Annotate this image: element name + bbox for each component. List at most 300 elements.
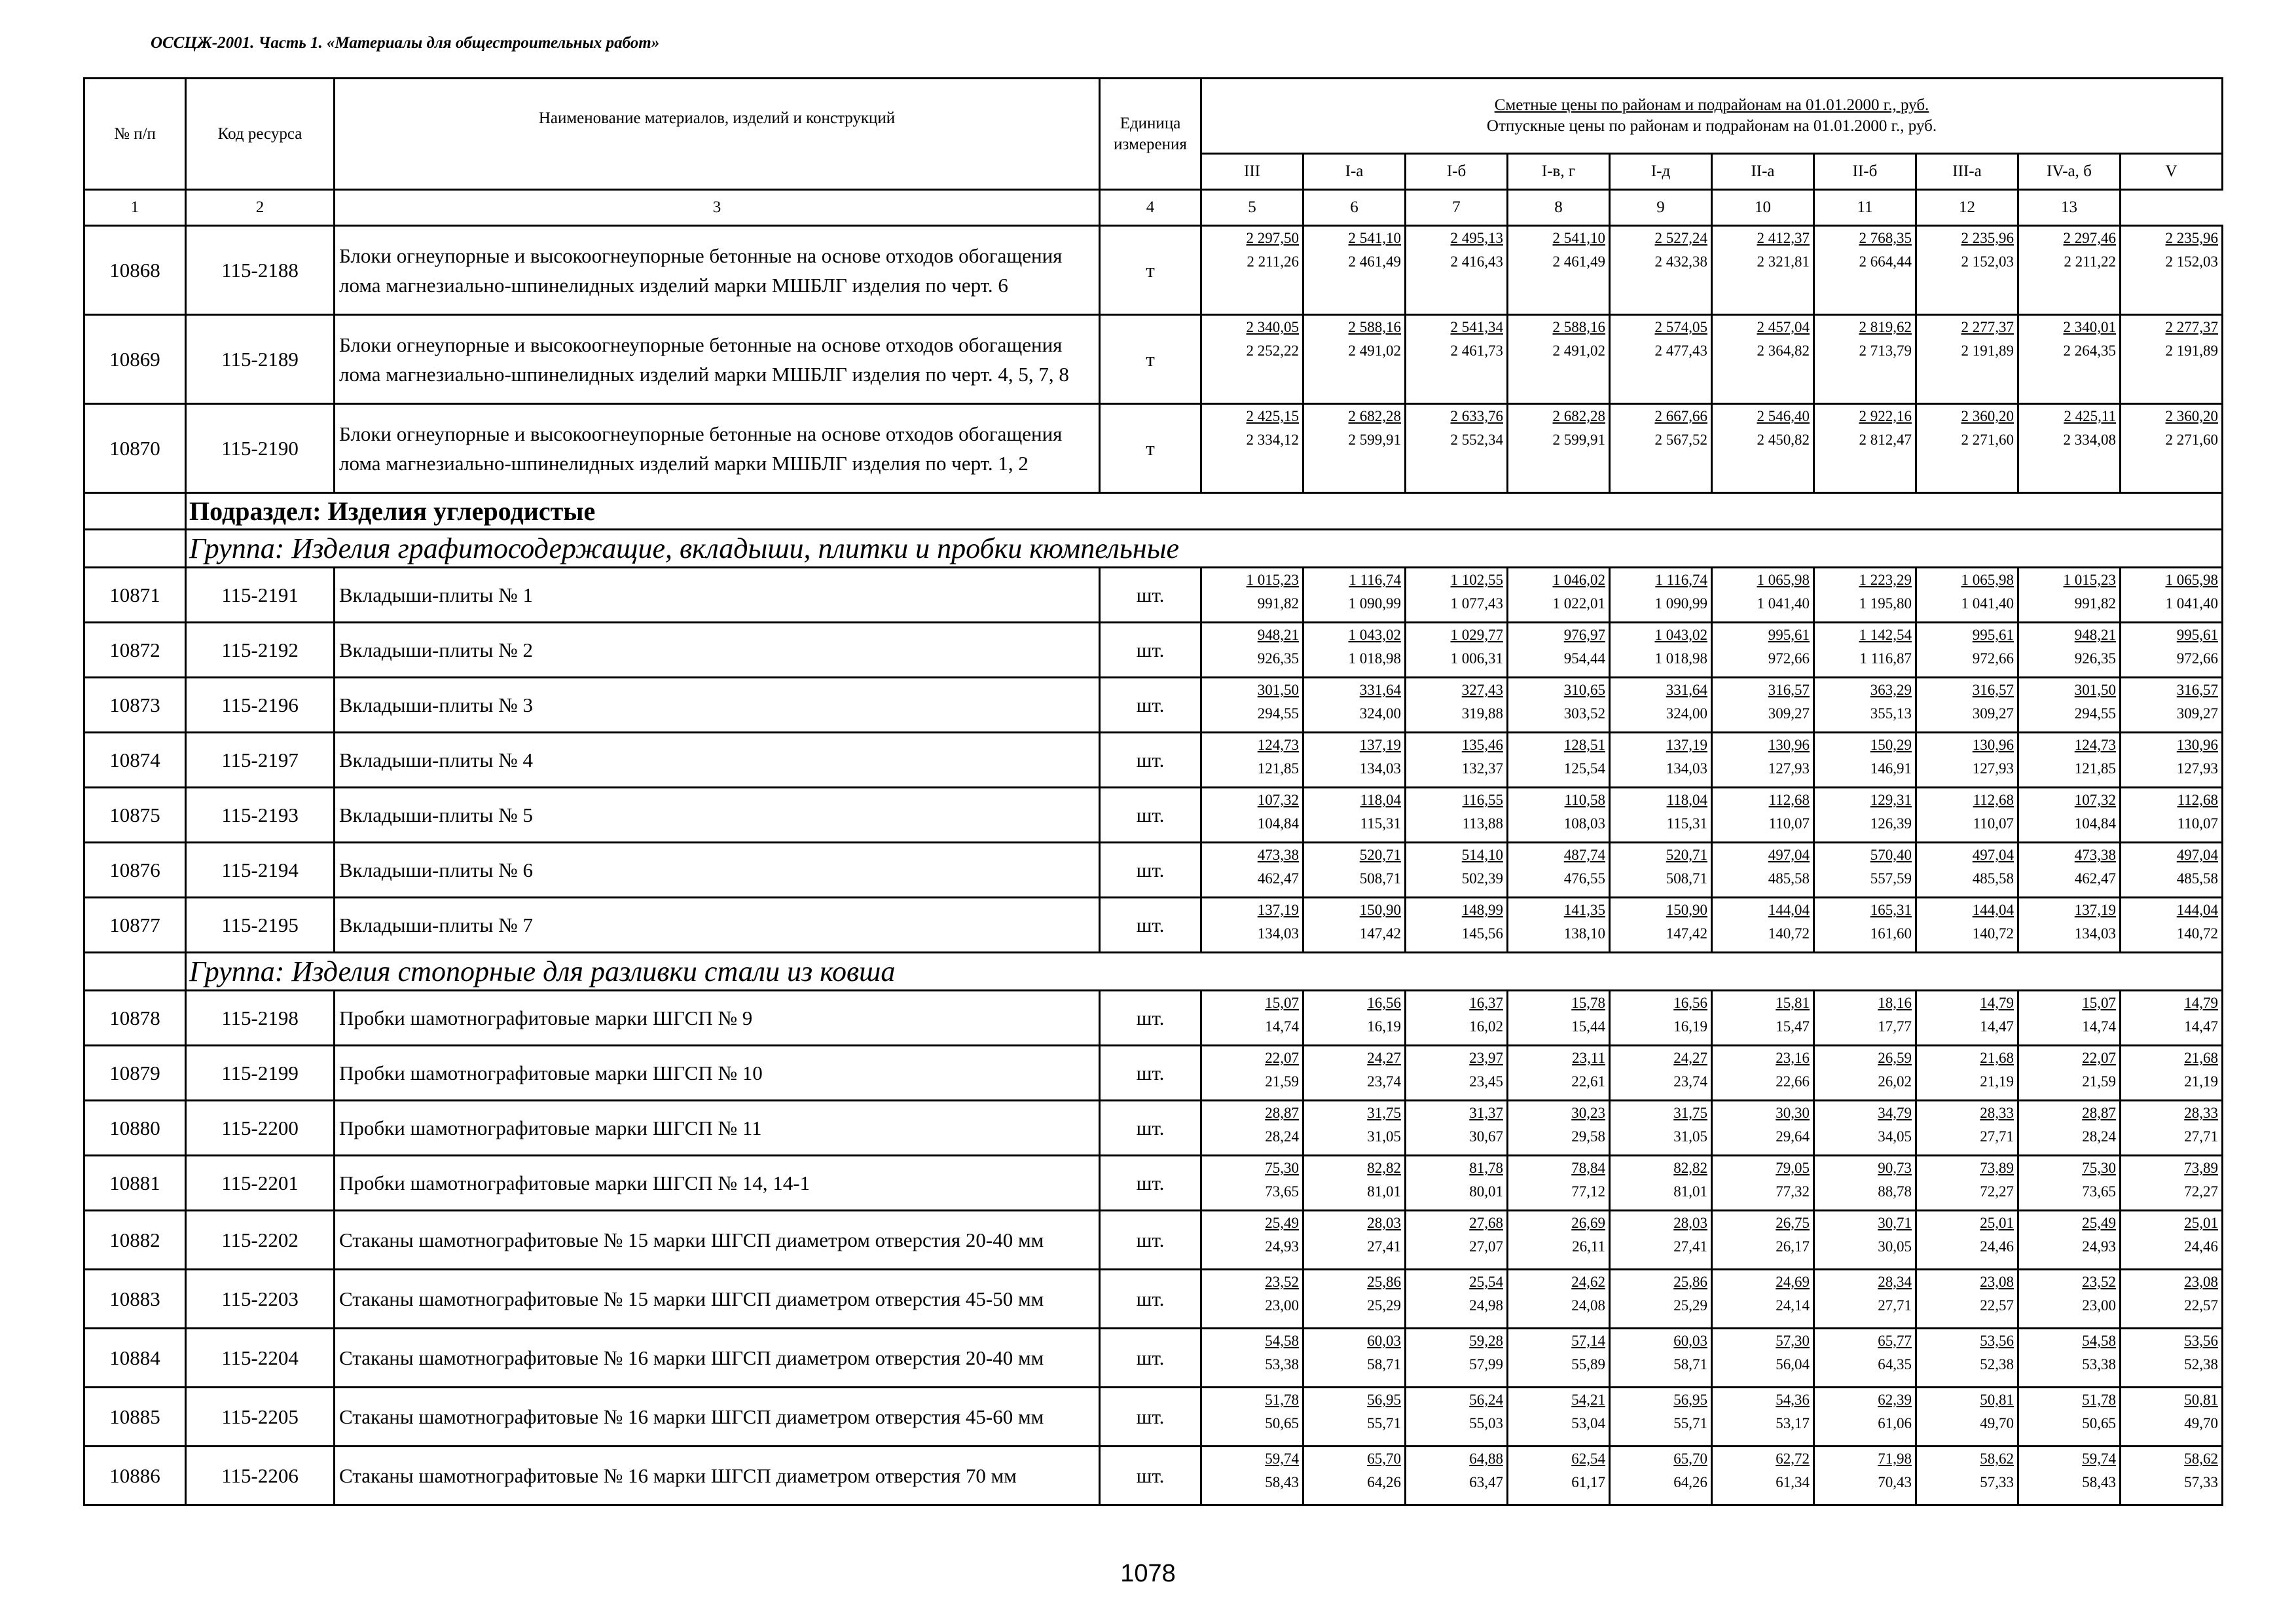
row-number: 10883 bbox=[84, 1270, 186, 1329]
estimate-price: 51,78 bbox=[2082, 1392, 2116, 1408]
release-price: 57,99 bbox=[1469, 1356, 1503, 1373]
region-header-cell: III bbox=[1201, 154, 1303, 190]
release-price: 2 567,52 bbox=[1654, 432, 1707, 448]
material-name: Вкладыши-плиты № 3 bbox=[335, 678, 1100, 733]
resource-code: 115-2200 bbox=[186, 1101, 335, 1156]
unit-of-measure: т bbox=[1100, 315, 1201, 404]
table-row bbox=[84, 1388, 2223, 1447]
release-price: 2 461,49 bbox=[1348, 253, 1401, 270]
release-price: 104,84 bbox=[2074, 815, 2116, 832]
estimate-price: 65,70 bbox=[1673, 1450, 1707, 1467]
release-price: 23,74 bbox=[1367, 1073, 1401, 1090]
price-cell bbox=[2121, 1447, 2223, 1505]
estimate-price: 23,97 bbox=[1469, 1050, 1503, 1066]
region-header-cell: II-а bbox=[1712, 154, 1814, 190]
price-cell bbox=[1303, 1447, 1406, 1505]
price-cell bbox=[1508, 404, 1610, 493]
row-number: 10875 bbox=[84, 788, 186, 843]
estimate-price: 25,86 bbox=[1673, 1274, 1707, 1290]
estimate-price: 2 425,15 bbox=[1246, 408, 1299, 424]
price-cell bbox=[1406, 1211, 1508, 1270]
release-price: 64,26 bbox=[1673, 1474, 1707, 1490]
release-price: 138,10 bbox=[1563, 925, 1605, 942]
release-price: 1 018,98 bbox=[1348, 650, 1401, 667]
price-cell bbox=[1201, 898, 1303, 953]
release-price: 31,05 bbox=[1673, 1128, 1707, 1145]
release-price: 127,93 bbox=[1768, 760, 1810, 777]
estimate-price: 124,73 bbox=[1257, 737, 1299, 753]
release-price: 2 812,47 bbox=[1859, 432, 1912, 448]
col-header-name: Наименование материалов, изделий и конструкций bbox=[335, 79, 1100, 190]
release-price: 140,72 bbox=[1972, 925, 2014, 942]
unit-of-measure: шт. bbox=[1100, 733, 1201, 788]
release-price: 27,71 bbox=[1980, 1128, 2014, 1145]
price-cell bbox=[2018, 898, 2121, 953]
release-price: 2 664,44 bbox=[1859, 253, 1912, 270]
release-price: 72,27 bbox=[2184, 1183, 2219, 1200]
column-number-cell: 4 bbox=[1100, 190, 1201, 226]
price-cell bbox=[1916, 1211, 2018, 1270]
release-price: 2 432,38 bbox=[1654, 253, 1707, 270]
release-price: 21,19 bbox=[2184, 1073, 2219, 1090]
document-header: ОССЦЖ-2001. Часть 1. «Материалы для общестроительных работ» bbox=[151, 34, 660, 52]
estimate-price: 1 142,54 bbox=[1859, 627, 1912, 643]
release-price: 50,65 bbox=[2082, 1415, 2116, 1431]
estimate-price: 497,04 bbox=[1972, 847, 2014, 863]
estimate-price: 23,08 bbox=[1980, 1274, 2014, 1290]
price-cell bbox=[1406, 1388, 1508, 1447]
estimate-price: 144,04 bbox=[1768, 902, 1810, 918]
release-price: 147,42 bbox=[1666, 925, 1707, 942]
price-cell bbox=[1916, 1329, 2018, 1388]
price-cell bbox=[1814, 788, 1916, 843]
row-number: 10878 bbox=[84, 991, 186, 1046]
release-price: 324,00 bbox=[1359, 705, 1401, 722]
price-cell bbox=[2121, 226, 2223, 315]
price-cell bbox=[2121, 733, 2223, 788]
estimate-price: 26,75 bbox=[1776, 1215, 1810, 1231]
estimate-price: 112,68 bbox=[1973, 792, 2014, 808]
release-price: 1 018,98 bbox=[1654, 650, 1707, 667]
price-cell bbox=[1406, 1270, 1508, 1329]
estimate-price: 2 541,10 bbox=[1348, 230, 1401, 246]
price-cell bbox=[1201, 733, 1303, 788]
row-number: 10868 bbox=[84, 226, 186, 315]
release-price: 49,70 bbox=[2184, 1415, 2219, 1431]
price-cell bbox=[1303, 733, 1406, 788]
price-cell bbox=[1610, 678, 1712, 733]
row-number: 10876 bbox=[84, 843, 186, 898]
price-cell bbox=[1201, 1447, 1303, 1505]
release-price: 1 090,99 bbox=[1348, 595, 1401, 612]
release-price: 303,52 bbox=[1563, 705, 1605, 722]
release-price: 27,41 bbox=[1673, 1238, 1707, 1255]
material-name: Вкладыши-плиты № 6 bbox=[335, 843, 1100, 898]
row-number: 10884 bbox=[84, 1329, 186, 1388]
release-price: 2 264,35 bbox=[2063, 342, 2116, 359]
estimate-price: 34,79 bbox=[1878, 1105, 1912, 1121]
price-cell bbox=[2121, 623, 2223, 678]
price-cell bbox=[1201, 1388, 1303, 1447]
material-name: Стаканы шамотнографитовые № 16 марки ШГСП диаметром отверстия 70 мм bbox=[335, 1447, 1100, 1505]
release-price: 2 271,60 bbox=[1961, 432, 2014, 448]
release-price: 2 211,22 bbox=[2064, 253, 2116, 270]
release-price: 52,38 bbox=[1980, 1356, 2014, 1373]
price-cell bbox=[1610, 733, 1712, 788]
material-name: Вкладыши-плиты № 5 bbox=[335, 788, 1100, 843]
release-price: 972,66 bbox=[1972, 650, 2014, 667]
price-cell bbox=[1814, 1101, 1916, 1156]
release-price: 15,44 bbox=[1571, 1018, 1605, 1035]
column-number-cell: 5 bbox=[1201, 190, 1303, 226]
price-cell bbox=[1303, 315, 1406, 404]
estimate-price: 363,29 bbox=[1870, 682, 1912, 698]
price-cell bbox=[1712, 733, 1814, 788]
release-price: 1 022,01 bbox=[1552, 595, 1605, 612]
estimate-price: 31,37 bbox=[1469, 1105, 1503, 1121]
price-cell bbox=[1814, 1156, 1916, 1211]
price-cell bbox=[1610, 1046, 1712, 1101]
release-price: 26,17 bbox=[1776, 1238, 1810, 1255]
release-price: 23,00 bbox=[1265, 1297, 1299, 1314]
release-price: 73,65 bbox=[2082, 1183, 2116, 1200]
unit-of-measure: шт. bbox=[1100, 843, 1201, 898]
estimate-price: 144,04 bbox=[1972, 902, 2014, 918]
price-cell bbox=[1814, 1270, 1916, 1329]
table-row bbox=[84, 733, 2223, 788]
release-price: 2 364,82 bbox=[1757, 342, 1810, 359]
table-row bbox=[84, 568, 2223, 623]
price-cell bbox=[1712, 843, 1814, 898]
row-number: 10874 bbox=[84, 733, 186, 788]
estimate-price: 79,05 bbox=[1776, 1160, 1810, 1176]
release-price: 15,47 bbox=[1776, 1018, 1810, 1035]
price-cell bbox=[1303, 678, 1406, 733]
release-price: 53,38 bbox=[2082, 1356, 2116, 1373]
group-title: Группа: Изделия графитосодержащие, вкладыши, плитки и пробки кюмпельные bbox=[186, 530, 2223, 568]
release-price: 16,19 bbox=[1673, 1018, 1707, 1035]
estimate-price: 310,65 bbox=[1563, 682, 1605, 698]
price-cell bbox=[1610, 1211, 1712, 1270]
estimate-price: 82,82 bbox=[1367, 1160, 1401, 1176]
estimate-price: 2 633,76 bbox=[1450, 408, 1503, 424]
release-price: 27,07 bbox=[1469, 1238, 1503, 1255]
price-cell bbox=[1814, 404, 1916, 493]
column-number-cell: 11 bbox=[1814, 190, 1916, 226]
release-price: 16,02 bbox=[1469, 1018, 1503, 1035]
estimate-price: 16,37 bbox=[1469, 995, 1503, 1011]
resource-code: 115-2195 bbox=[186, 898, 335, 953]
price-cell bbox=[1508, 315, 1610, 404]
estimate-price: 25,01 bbox=[2184, 1215, 2219, 1231]
release-price: 27,71 bbox=[2184, 1128, 2219, 1145]
resource-code: 115-2190 bbox=[186, 404, 335, 493]
price-cell bbox=[1610, 404, 1712, 493]
empty-cell bbox=[84, 530, 186, 568]
estimate-price: 26,69 bbox=[1571, 1215, 1605, 1231]
estimate-price: 59,74 bbox=[1265, 1450, 1299, 1467]
price-cell bbox=[1406, 1156, 1508, 1211]
price-cell bbox=[1406, 1101, 1508, 1156]
release-price: 2 152,03 bbox=[1961, 253, 2014, 270]
price-cell bbox=[1303, 1270, 1406, 1329]
resource-code: 115-2204 bbox=[186, 1329, 335, 1388]
column-number-cell: 12 bbox=[1916, 190, 2018, 226]
estimate-price: 497,04 bbox=[2176, 847, 2219, 863]
empty-cell bbox=[84, 953, 186, 991]
price-cell bbox=[1814, 733, 1916, 788]
unit-of-measure: т bbox=[1100, 226, 1201, 315]
estimate-price: 71,98 bbox=[1878, 1450, 1912, 1467]
estimate-price: 137,19 bbox=[2074, 902, 2116, 918]
column-number-cell: 10 bbox=[1712, 190, 1814, 226]
price-cell bbox=[1303, 1211, 1406, 1270]
price-cell bbox=[1814, 315, 1916, 404]
price-cell bbox=[1303, 788, 1406, 843]
price-cell bbox=[2121, 1046, 2223, 1101]
material-name: Стаканы шамотнографитовые № 16 марки ШГСП диаметром отверстия 20-40 мм bbox=[335, 1329, 1100, 1388]
release-price: 485,58 bbox=[1768, 870, 1810, 887]
estimate-price: 130,96 bbox=[2176, 737, 2219, 753]
material-name: Пробки шамотнографитовые марки ШГСП № 14, 14-1 bbox=[335, 1156, 1100, 1211]
price-cell bbox=[1201, 1211, 1303, 1270]
release-price: 1 041,40 bbox=[1757, 595, 1810, 612]
estimate-price: 54,58 bbox=[2082, 1333, 2116, 1349]
estimate-price: 81,78 bbox=[1469, 1160, 1503, 1176]
release-price: 1 090,99 bbox=[1654, 595, 1707, 612]
price-cell bbox=[1406, 623, 1508, 678]
price-cell bbox=[1916, 226, 2018, 315]
price-cell bbox=[1610, 1156, 1712, 1211]
table-row bbox=[84, 1156, 2223, 1211]
estimate-price: 1 116,74 bbox=[1655, 572, 1707, 588]
price-cell bbox=[1610, 568, 1712, 623]
estimate-price: 28,87 bbox=[1265, 1105, 1299, 1121]
region-header-cell: II-б bbox=[1814, 154, 1916, 190]
price-cell bbox=[2018, 404, 2121, 493]
release-price: 1 195,80 bbox=[1859, 595, 1912, 612]
row-number: 10880 bbox=[84, 1101, 186, 1156]
estimate-price: 1 065,98 bbox=[2165, 572, 2219, 588]
estimate-price: 24,27 bbox=[1367, 1050, 1401, 1066]
region-header-cell: IV-а, б bbox=[2018, 154, 2121, 190]
table-row bbox=[84, 1329, 2223, 1388]
price-cell bbox=[1508, 1101, 1610, 1156]
resource-code: 115-2201 bbox=[186, 1156, 335, 1211]
release-price: 61,34 bbox=[1776, 1474, 1810, 1490]
release-price: 127,93 bbox=[2176, 760, 2219, 777]
release-price: 72,27 bbox=[1980, 1183, 2014, 1200]
release-price: 70,43 bbox=[1878, 1474, 1912, 1490]
estimate-price: 2 457,04 bbox=[1757, 319, 1810, 335]
estimate-price: 150,90 bbox=[1359, 902, 1401, 918]
release-price: 926,35 bbox=[1257, 650, 1299, 667]
estimate-price: 22,07 bbox=[2082, 1050, 2116, 1066]
release-price: 24,46 bbox=[1980, 1238, 2014, 1255]
header-row bbox=[84, 79, 2223, 154]
price-cell bbox=[1508, 623, 1610, 678]
release-price: 88,78 bbox=[1878, 1183, 1912, 1200]
estimate-price: 75,30 bbox=[2082, 1160, 2116, 1176]
material-name: Стаканы шамотнографитовые № 16 марки ШГСП диаметром отверстия 45-60 мм bbox=[335, 1388, 1100, 1447]
release-price: 21,59 bbox=[2082, 1073, 2116, 1090]
estimate-price: 2 277,37 bbox=[2165, 319, 2219, 335]
release-price: 53,04 bbox=[1571, 1415, 1605, 1431]
estimate-price: 24,62 bbox=[1571, 1274, 1605, 1290]
estimate-price: 2 588,16 bbox=[1552, 319, 1605, 335]
release-price: 2 321,81 bbox=[1757, 253, 1810, 270]
release-price: 127,93 bbox=[1972, 760, 2014, 777]
release-price: 140,72 bbox=[1768, 925, 1810, 942]
estimate-price: 28,03 bbox=[1367, 1215, 1401, 1231]
release-price: 77,32 bbox=[1776, 1183, 1810, 1200]
estimate-price: 75,30 bbox=[1265, 1160, 1299, 1176]
release-price: 2 252,22 bbox=[1246, 342, 1299, 359]
release-price: 24,46 bbox=[2184, 1238, 2219, 1255]
release-price: 324,00 bbox=[1666, 705, 1707, 722]
column-number-cell: 13 bbox=[2018, 190, 2121, 226]
release-price: 926,35 bbox=[2074, 650, 2116, 667]
column-number-row bbox=[84, 190, 2223, 226]
price-cell bbox=[1712, 678, 1814, 733]
estimate-price: 141,35 bbox=[1563, 902, 1605, 918]
estimate-price: 57,30 bbox=[1776, 1333, 1810, 1349]
price-cell bbox=[1303, 898, 1406, 953]
estimate-price: 520,71 bbox=[1359, 847, 1401, 863]
price-cell bbox=[1201, 315, 1303, 404]
price-cell bbox=[1814, 1329, 1916, 1388]
region-header-cell: I-в, г bbox=[1508, 154, 1610, 190]
table-row bbox=[84, 315, 2223, 404]
price-cell bbox=[1406, 991, 1508, 1046]
resource-code: 115-2194 bbox=[186, 843, 335, 898]
estimate-price: 60,03 bbox=[1367, 1333, 1401, 1349]
estimate-price: 129,31 bbox=[1870, 792, 1912, 808]
estimate-price: 15,07 bbox=[1265, 995, 1299, 1011]
release-price: 462,47 bbox=[2074, 870, 2116, 887]
table-row bbox=[84, 991, 2223, 1046]
release-price: 2 491,02 bbox=[1348, 342, 1401, 359]
release-price: 30,05 bbox=[1878, 1238, 1912, 1255]
material-name: Блоки огнеупорные и высокоогнеупорные бетонные на основе отходов обогащения лома магнезиально-шпинелидных изделий марки МШБЛГ изделия по черт. 4, 5, 7, 8 bbox=[335, 315, 1100, 404]
estimate-price: 65,70 bbox=[1367, 1450, 1401, 1467]
resource-code: 115-2203 bbox=[186, 1270, 335, 1329]
price-cell bbox=[1201, 1046, 1303, 1101]
price-cell bbox=[2018, 1329, 2121, 1388]
estimate-price: 2 546,40 bbox=[1757, 408, 1810, 424]
price-cell bbox=[2121, 788, 2223, 843]
release-price: 14,74 bbox=[1265, 1018, 1299, 1035]
estimate-price: 112,68 bbox=[2177, 792, 2219, 808]
price-cell bbox=[2121, 991, 2223, 1046]
table-row bbox=[84, 678, 2223, 733]
unit-of-measure: шт. bbox=[1100, 678, 1201, 733]
estimate-price: 62,72 bbox=[1776, 1450, 1810, 1467]
release-price: 954,44 bbox=[1563, 650, 1605, 667]
release-price: 972,66 bbox=[2176, 650, 2219, 667]
price-cell bbox=[1712, 1388, 1814, 1447]
price-cell bbox=[1814, 1211, 1916, 1270]
price-cell bbox=[1406, 1329, 1508, 1388]
price-cell bbox=[1303, 226, 1406, 315]
estimate-price: 16,56 bbox=[1673, 995, 1707, 1011]
price-cell bbox=[2018, 991, 2121, 1046]
estimate-price: 21,68 bbox=[1980, 1050, 2014, 1066]
price-cell bbox=[1712, 1270, 1814, 1329]
release-price: 25,29 bbox=[1367, 1297, 1401, 1314]
page-number: 1078 bbox=[1120, 1560, 1176, 1587]
price-cell bbox=[1508, 226, 1610, 315]
release-price: 2 191,89 bbox=[1961, 342, 2014, 359]
price-cell bbox=[1916, 678, 2018, 733]
price-cell bbox=[1916, 991, 2018, 1046]
release-price: 29,58 bbox=[1571, 1128, 1605, 1145]
release-price: 2 450,82 bbox=[1757, 432, 1810, 448]
release-price: 2 461,49 bbox=[1552, 253, 1605, 270]
estimate-price: 2 588,16 bbox=[1348, 319, 1401, 335]
release-price: 58,71 bbox=[1367, 1356, 1401, 1373]
release-price: 121,85 bbox=[1257, 760, 1299, 777]
price-cell bbox=[1916, 898, 2018, 953]
price-cell bbox=[1916, 315, 2018, 404]
unit-of-measure: шт. bbox=[1100, 1101, 1201, 1156]
release-price: 24,98 bbox=[1469, 1297, 1503, 1314]
price-cell bbox=[1916, 1101, 2018, 1156]
estimate-price: 137,19 bbox=[1359, 737, 1401, 753]
release-price: 26,02 bbox=[1878, 1073, 1912, 1090]
release-price: 58,71 bbox=[1673, 1356, 1707, 1373]
price-cell bbox=[2018, 1046, 2121, 1101]
unit-of-measure: шт. bbox=[1100, 1447, 1201, 1505]
release-price: 31,05 bbox=[1367, 1128, 1401, 1145]
estimate-price: 107,32 bbox=[2074, 792, 2116, 808]
price-cell bbox=[1610, 898, 1712, 953]
price-cell bbox=[1916, 568, 2018, 623]
unit-of-measure: шт. bbox=[1100, 568, 1201, 623]
estimate-price: 15,81 bbox=[1776, 995, 1810, 1011]
price-cell bbox=[2121, 843, 2223, 898]
estimate-price: 1 102,55 bbox=[1450, 572, 1503, 588]
price-cell bbox=[1916, 1046, 2018, 1101]
price-cell bbox=[1508, 1156, 1610, 1211]
estimate-price: 14,79 bbox=[1980, 995, 2014, 1011]
estimate-price: 28,33 bbox=[1980, 1105, 2014, 1121]
estimate-price: 78,84 bbox=[1571, 1160, 1605, 1176]
col-header-prices bbox=[1201, 79, 2223, 154]
estimate-price: 1 043,02 bbox=[1348, 627, 1401, 643]
release-price: 28,24 bbox=[1265, 1128, 1299, 1145]
estimate-price: 1 029,77 bbox=[1450, 627, 1503, 643]
unit-of-measure: шт. bbox=[1100, 1270, 1201, 1329]
release-price: 58,43 bbox=[1265, 1474, 1299, 1490]
release-price: 22,66 bbox=[1776, 1073, 1810, 1090]
price-cell bbox=[1916, 1270, 2018, 1329]
estimate-price: 28,34 bbox=[1878, 1274, 1912, 1290]
column-number-cell: 3 bbox=[335, 190, 1100, 226]
price-cell bbox=[1508, 733, 1610, 788]
estimate-price: 110,58 bbox=[1564, 792, 1605, 808]
estimate-price: 25,01 bbox=[1980, 1215, 2014, 1231]
release-price: 1 077,43 bbox=[1450, 595, 1503, 612]
price-cell bbox=[1508, 788, 1610, 843]
section-title: Подраздел: Изделия углеродистые bbox=[186, 493, 2223, 530]
price-cell bbox=[1303, 1329, 1406, 1388]
release-price: 57,33 bbox=[1980, 1474, 2014, 1490]
material-name: Пробки шамотнографитовые марки ШГСП № 11 bbox=[335, 1101, 1100, 1156]
release-price: 115,31 bbox=[1666, 815, 1707, 832]
release-price: 24,93 bbox=[2082, 1238, 2116, 1255]
price-cell bbox=[2018, 1270, 2121, 1329]
